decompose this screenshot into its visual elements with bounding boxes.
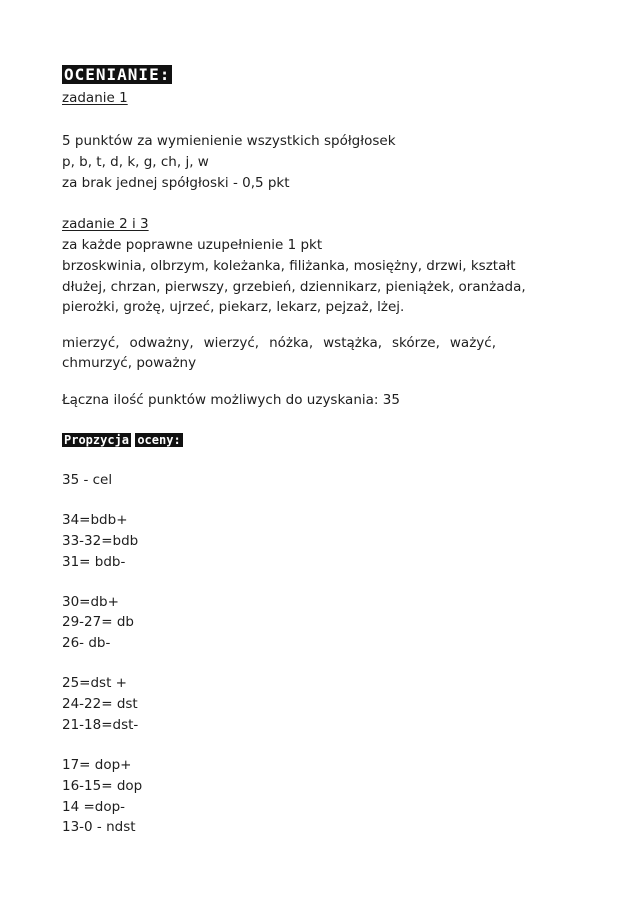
grade-line: 31= bdb-	[62, 554, 126, 570]
grade-line: 29-27= db	[62, 614, 134, 630]
task1-line: p, b, t, d, k, g, ch, j, w	[62, 154, 209, 170]
grade-line: 35 - cel	[62, 472, 113, 488]
task23-line: brzoskwinia, olbrzym, koleżanka, filiżanka, mosiężny, drzwi, kształt	[62, 258, 516, 274]
grade-line: 17= dop+	[62, 757, 132, 773]
task23-line: pierożki, grożę, ujrzeć, piekarz, lekarz, pejzaż, lżej.	[62, 299, 405, 315]
grade-line: 13-0 - ndst	[62, 819, 136, 835]
task23-title: zadanie 2 i 3	[62, 216, 149, 232]
task23-words-line: mierzyć, odważny, wierzyć, nóżka, wstążka, skórze, ważyć,	[62, 335, 496, 351]
grade-line: 16-15= dop	[62, 778, 143, 794]
task23-words-line: chmurzyć, poważny	[62, 355, 197, 371]
grade-line: 25=dst +	[62, 675, 127, 691]
grading-heading: OCENIANIE:	[64, 65, 171, 84]
task1-line: 5 punktów za wymienienie wszystkich spółgłosek	[62, 133, 396, 149]
grade-line: 34=bdb+	[62, 512, 128, 528]
task1-line: za brak jednej spółgłoski - 0,5 pkt	[62, 175, 290, 191]
grade-line: 30=db+	[62, 594, 119, 610]
grade-line: 24-22= dst	[62, 696, 138, 712]
task23-line: za każde poprawne uzupełnienie 1 pkt	[62, 237, 323, 253]
task23-line: dłużej, chrzan, pierwszy, grzebień, dziennikarz, pieniążek, oranżada,	[62, 279, 526, 295]
proposal-heading-word: Propzycja	[64, 433, 130, 447]
grade-line: 33-32=bdb	[62, 533, 139, 549]
proposal-heading-word: oceny:	[137, 433, 181, 447]
proposal-heading	[62, 431, 183, 449]
grade-line: 26- db-	[62, 635, 111, 651]
task1-title: zadanie 1	[62, 90, 128, 106]
grade-line: 21-18=dst-	[62, 717, 139, 733]
grade-line: 14 =dop-	[62, 799, 126, 815]
total-points: Łączna ilość punktów możliwych do uzyskania: 35	[62, 392, 400, 408]
